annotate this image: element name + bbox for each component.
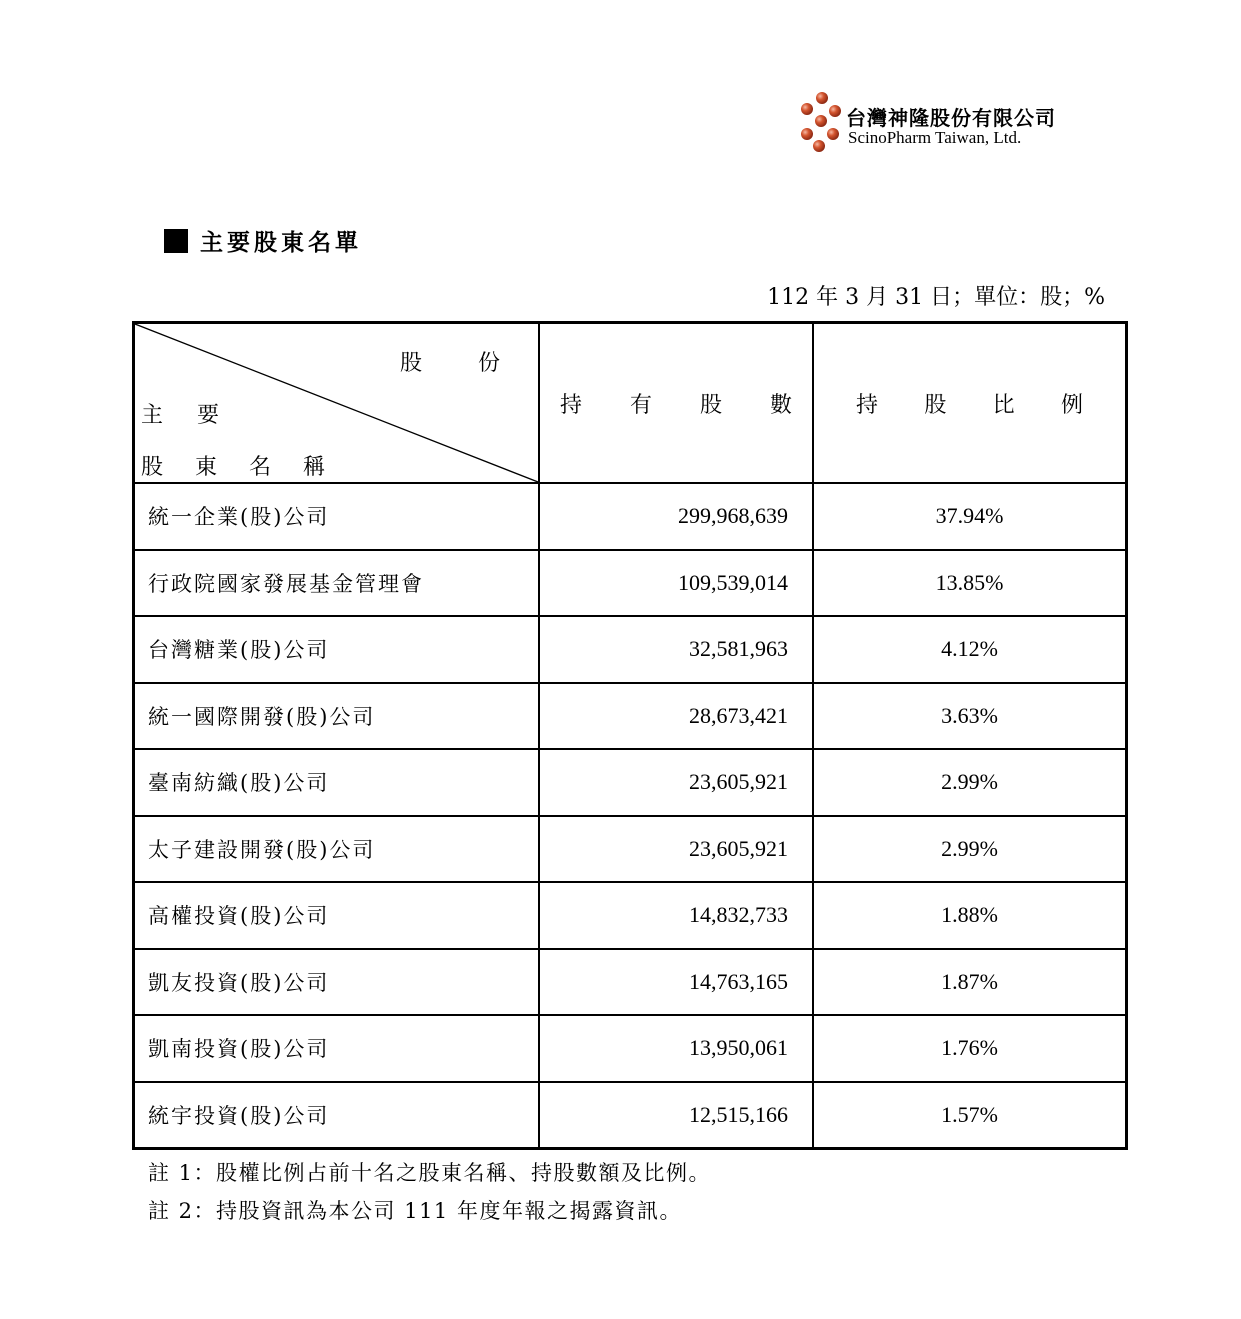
shareholding-ratio: 2.99% (941, 835, 998, 861)
shareholding-ratio: 13.85% (935, 569, 1004, 595)
logo-chinese-name: 台灣神隆股份有限公司 (846, 106, 1056, 130)
shareholder-name: 凱友投資(股)公司 (148, 970, 330, 995)
shares-held: 299,968,639 (678, 503, 788, 529)
header-shareholder-name-label: 股 東 名 稱 (141, 455, 326, 480)
shareholding-ratio: 3.63% (941, 702, 998, 728)
square-bullet-icon (164, 229, 188, 253)
table-header-row (135, 324, 1125, 482)
shareholding-ratio: 4.12% (941, 636, 998, 662)
shares-held: 28,673,421 (689, 702, 788, 728)
table-row (135, 1014, 1125, 1081)
table-row (135, 748, 1125, 815)
shareholder-name: 高權投資(股)公司 (148, 904, 330, 929)
shares-held: 14,763,165 (689, 968, 788, 994)
table-row (135, 815, 1125, 882)
page-title: 主要股東名單 (200, 230, 362, 256)
shareholder-name: 凱南投資(股)公司 (148, 1037, 330, 1062)
header-shares-held: 持 有 股 數 (540, 324, 814, 482)
table-row (135, 1081, 1125, 1148)
shareholding-ratio: 1.88% (941, 902, 998, 928)
shareholding-ratio: 1.76% (941, 1035, 998, 1061)
header-shares-label: 股 份 (400, 351, 501, 376)
footnote-2: 註 2：持股資訊為本公司 111 年度年報之揭露資訊。 (148, 1199, 682, 1223)
shareholder-name: 臺南紡織(股)公司 (148, 771, 330, 796)
table-row (135, 482, 1125, 549)
shareholder-name: 統宇投資(股)公司 (148, 1103, 330, 1128)
shares-held: 109,539,014 (678, 569, 788, 595)
shareholder-name: 太子建設開發(股)公司 (148, 837, 376, 862)
table-row (135, 682, 1125, 749)
footnotes (148, 1154, 711, 1230)
shareholding-ratio: 2.99% (941, 769, 998, 795)
header-corner-cell (135, 324, 540, 482)
shares-held: 13,950,061 (689, 1035, 788, 1061)
table-row (135, 615, 1125, 682)
header-shareholding-ratio: 持 股 比 例 (856, 392, 1083, 418)
shareholder-name: 統一國際開發(股)公司 (148, 704, 376, 729)
table-row (135, 948, 1125, 1015)
table-row (135, 881, 1125, 948)
table-row (135, 549, 1125, 616)
logo-spheres-icon (798, 90, 846, 160)
company-logo (798, 90, 1118, 160)
shareholding-ratio: 37.94% (935, 503, 1004, 529)
shareholder-name: 統一企業(股)公司 (148, 505, 330, 530)
shares-held: 14,832,733 (689, 902, 788, 928)
shareholding-ratio: 1.57% (941, 1101, 998, 1127)
shareholding-ratio: 1.87% (941, 968, 998, 994)
header-main-label: 主 要 (141, 403, 220, 428)
shares-held: 12,515,166 (689, 1101, 788, 1127)
shareholder-name: 台灣糖業(股)公司 (148, 638, 330, 663)
shareholder-table (132, 321, 1128, 1150)
shares-held: 23,605,921 (689, 835, 788, 861)
shares-held: 23,605,921 (689, 769, 788, 795)
shares-held: 32,581,963 (689, 636, 788, 662)
section-heading (164, 224, 362, 257)
logo-english-name: ScinoPharm Taiwan, Ltd. (848, 128, 1022, 147)
footnote-1: 註 1：股權比例占前十名之股東名稱、持股數額及比例。 (148, 1161, 712, 1185)
date-unit-line: 112 年 3 月 31 日；單位：股；% (767, 285, 1105, 310)
shareholder-name: 行政院國家發展基金管理會 (148, 571, 424, 596)
